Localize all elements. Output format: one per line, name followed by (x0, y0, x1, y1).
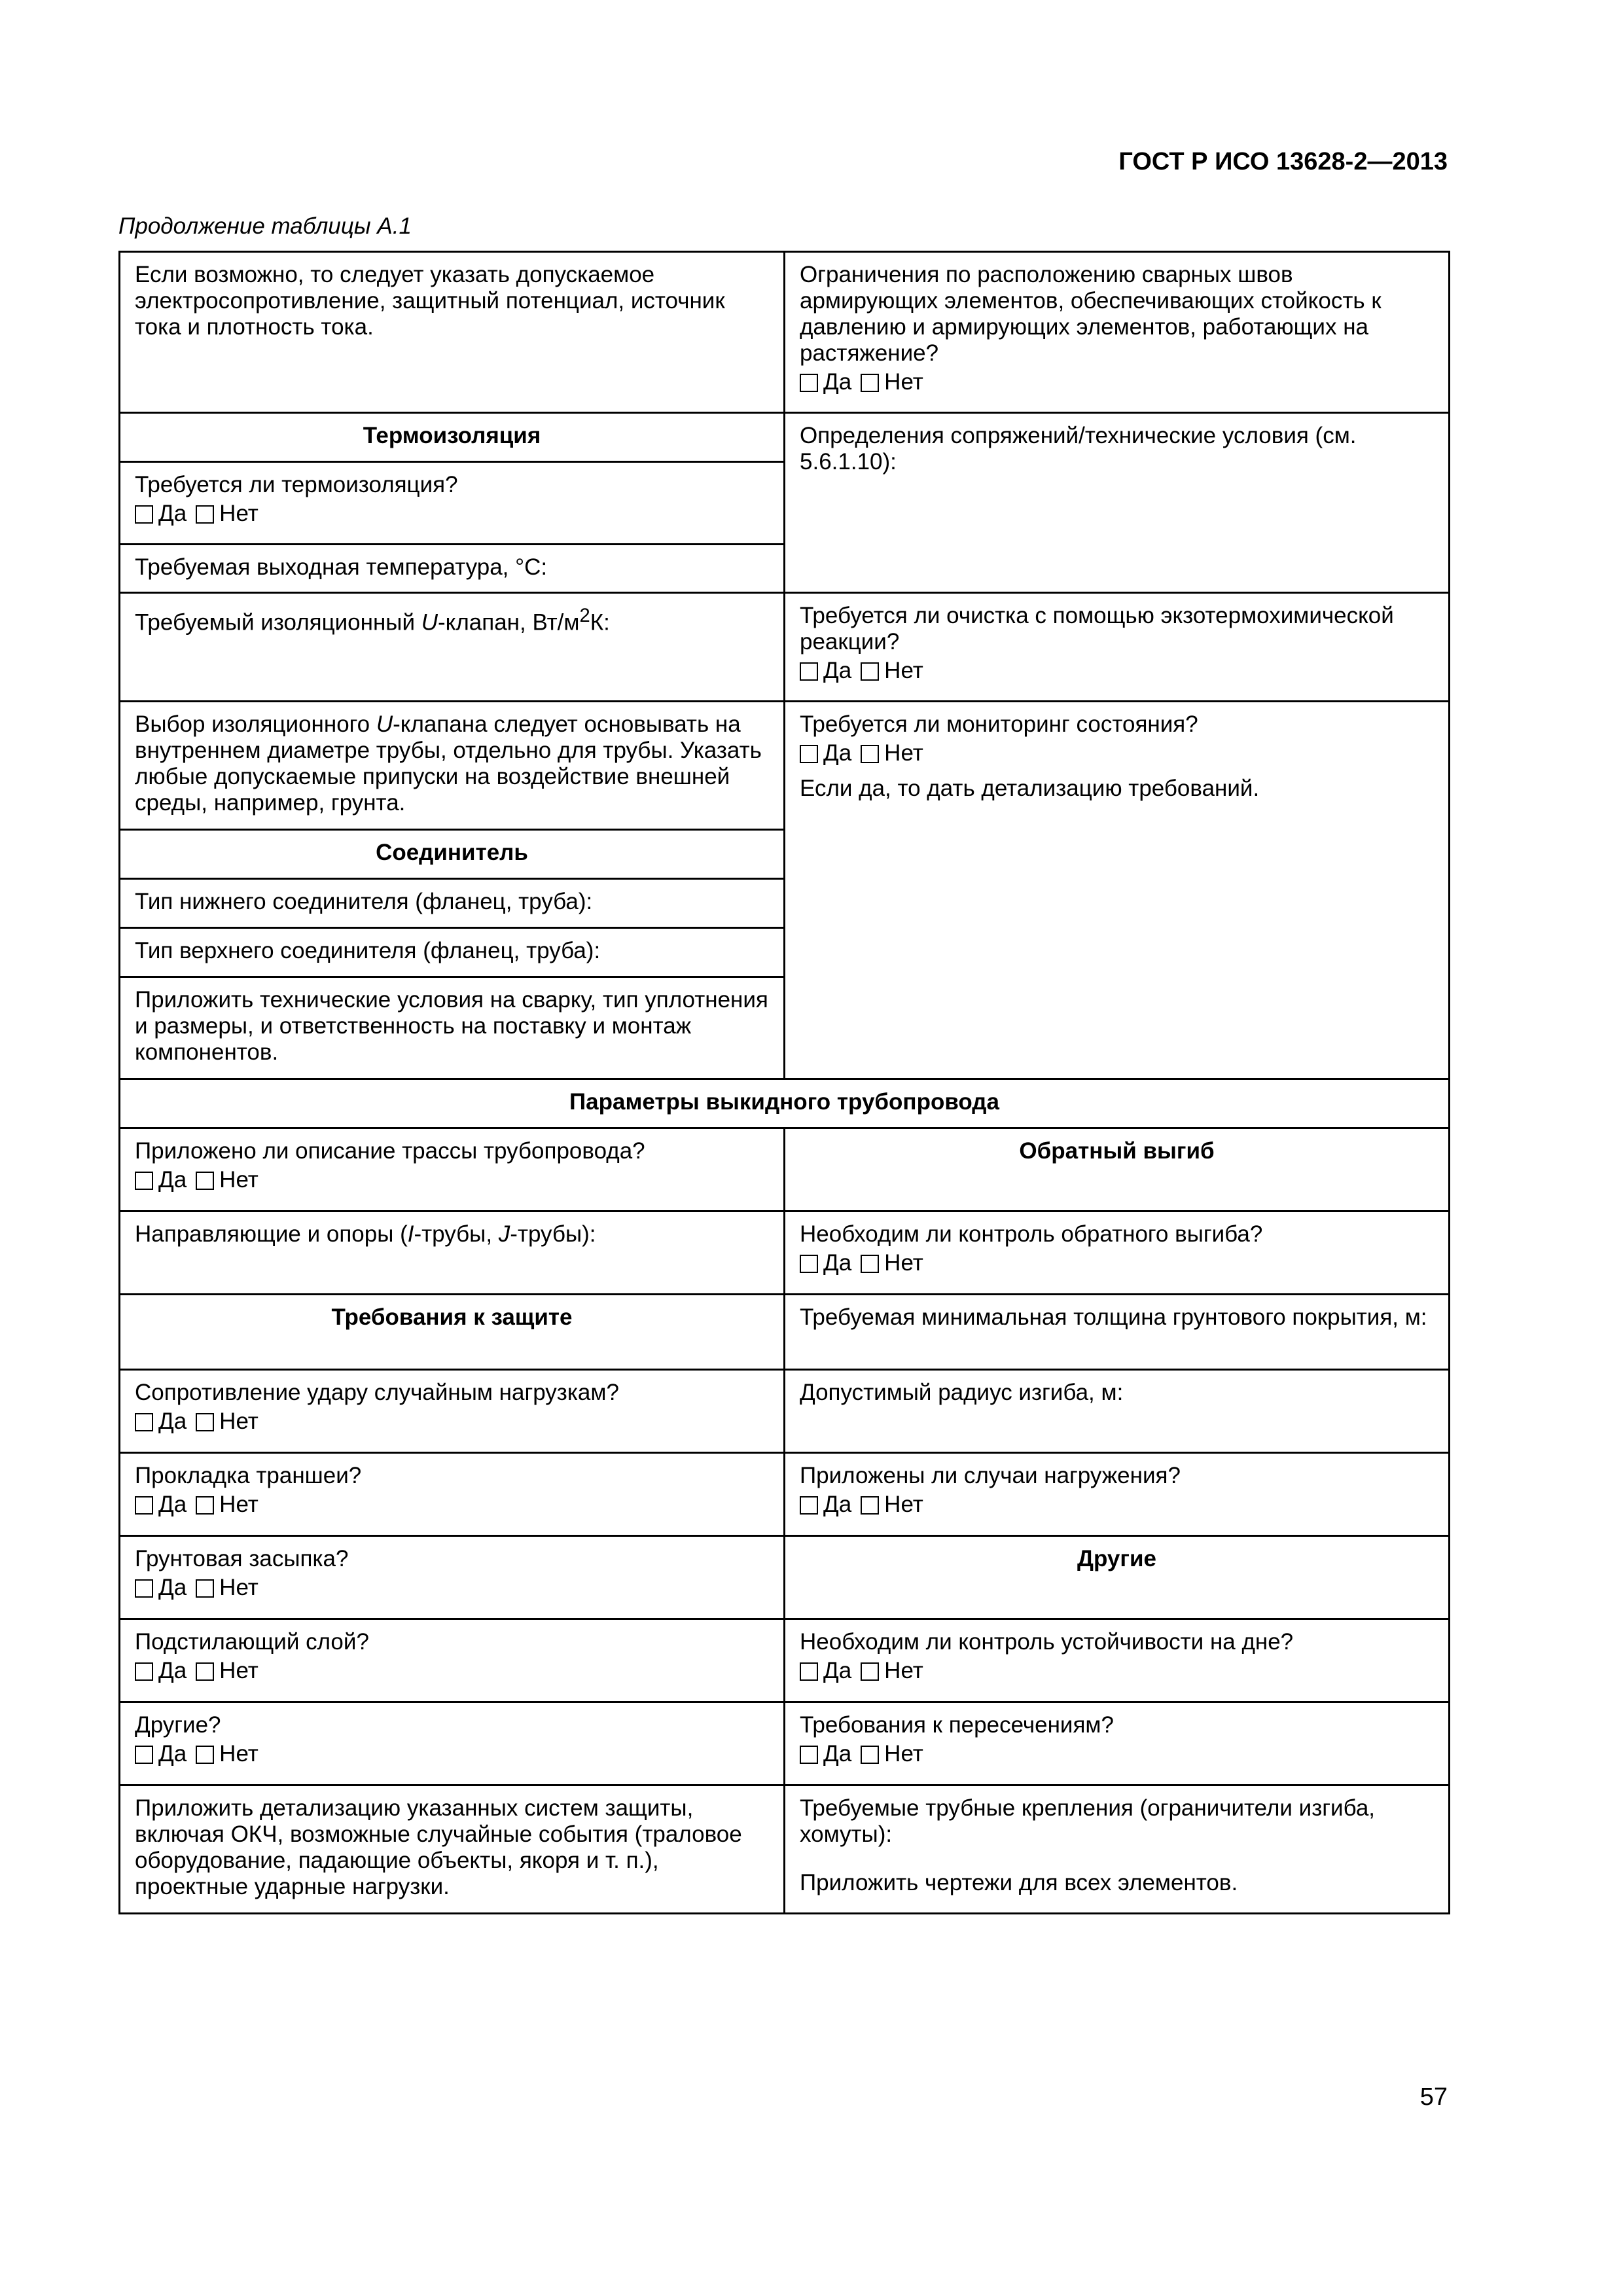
thermo-required-options (135, 501, 769, 527)
weld-limits-cell (785, 252, 1450, 413)
no-checkbox[interactable] (861, 1746, 879, 1764)
table-caption: Продолжение таблицы А.1 (118, 213, 412, 239)
no-checkbox[interactable] (196, 1746, 214, 1764)
no-checkbox[interactable] (861, 745, 879, 763)
yes-checkbox[interactable] (800, 1662, 818, 1681)
yes-label: Да (823, 1250, 852, 1276)
yes-checkbox[interactable] (135, 1579, 153, 1598)
guides-supports-text: Направляющие и опоры (I-трубы, J-трубы): (135, 1221, 596, 1247)
no-label: Нет (219, 1741, 259, 1767)
load-cases-options (800, 1492, 1434, 1518)
protection-requirements-heading: Требования к защите (120, 1295, 785, 1370)
no-label: Нет (219, 1408, 259, 1434)
on-bottom-stability-text: Необходим ли контроль устойчивости на дне? (800, 1629, 1294, 1655)
no-checkbox[interactable] (196, 1579, 214, 1598)
no-label: Нет (219, 1575, 259, 1600)
other-question-text: Другие? (135, 1712, 221, 1738)
yes-checkbox[interactable] (135, 1662, 153, 1681)
no-label: Нет (884, 1658, 923, 1683)
document-code: ГОСТ Р ИСО 13628-2—2013 (1118, 148, 1448, 175)
yes-checkbox[interactable] (135, 1413, 153, 1431)
no-checkbox[interactable] (861, 374, 879, 392)
load-cases-cell (785, 1453, 1450, 1536)
no-label: Нет (884, 369, 923, 395)
protection-detail-text: Приложить детализацию указанных систем защиты, включая ОКЧ, возможные случайные события (траловое оборудование, падающие объекты, якоря и т. п.), проектные ударные нагрузки. (135, 1795, 742, 1899)
no-label: Нет (884, 1492, 923, 1517)
route-description-cell (120, 1128, 785, 1211)
weld-limits-text: Ограничения по расположению сварных швов армирующих элементов, обеспечивающих стойкость к давлению и армирующих элементов, работающих на растяжение? (800, 262, 1382, 366)
yes-label: Да (158, 1658, 187, 1683)
route-description-text: Приложено ли описание трассы трубопровода? (135, 1138, 645, 1164)
no-label: Нет (884, 658, 923, 683)
upheaval-control-text: Необходим ли контроль обратного выгиба? (800, 1221, 1263, 1247)
no-checkbox[interactable] (861, 662, 879, 681)
monitoring-detail-text: Если да, то дать детализацию требований. (800, 776, 1260, 801)
u-value-text: Требуемый изоляционный U-клапан, $Вт/м^2К$: (135, 605, 610, 636)
yes-label: Да (158, 1575, 187, 1600)
exotherm-cleaning-text: Требуется ли очистка с помощью экзотермохимической реакции? (800, 603, 1394, 655)
upheaval-control-cell (785, 1211, 1450, 1295)
no-label: Нет (219, 1167, 259, 1193)
yes-checkbox[interactable] (800, 1746, 818, 1764)
trenching-text: Прокладка траншеи? (135, 1463, 362, 1488)
yes-checkbox[interactable] (800, 745, 818, 763)
welding-specs-text: Приложить технические условия на сварку, тип уплотнения и размеры, и ответственность на поставку и монтаж компонентов. (135, 987, 768, 1065)
min-cover-text: Требуемая минимальная толщина грунтового покрытия, м: (800, 1304, 1427, 1330)
no-label: Нет (884, 1741, 923, 1767)
yes-checkbox[interactable] (800, 374, 818, 392)
yes-label: Да (823, 658, 852, 683)
upheaval-control-options (800, 1250, 1434, 1276)
yes-label: Да (823, 1492, 852, 1517)
guides-supports-cell (120, 1211, 785, 1295)
impact-resistance-text: Сопротивление удару случайным нагрузкам? (135, 1380, 619, 1405)
upheaval-buckling-heading: Обратный выгиб (785, 1128, 1450, 1211)
welding-specs-cell (120, 977, 785, 1079)
no-checkbox[interactable] (196, 1662, 214, 1681)
drawings-text: Приложить чертежи для всех элементов. (800, 1870, 1238, 1895)
no-label: Нет (219, 1492, 259, 1517)
no-label: Нет (219, 1658, 259, 1683)
no-label: Нет (884, 740, 923, 766)
on-bottom-stability-cell (785, 1619, 1450, 1702)
outlet-temperature-text: Требуемая выходная температура, °С: (135, 554, 548, 580)
crossings-cell (785, 1702, 1450, 1785)
yes-checkbox[interactable] (135, 505, 153, 524)
route-description-options (135, 1167, 769, 1193)
bedding-layer-cell (120, 1619, 785, 1702)
bend-radius-text: Допустимый радиус изгиба, м: (800, 1380, 1124, 1405)
monitoring-options (800, 740, 1434, 766)
backfill-cell (120, 1536, 785, 1619)
crossings-text: Требования к пересечениям? (800, 1712, 1114, 1738)
yes-checkbox[interactable] (800, 662, 818, 681)
thermo-insulation-heading: Термоизоляция (120, 413, 785, 462)
outlet-temperature-cell (120, 545, 785, 593)
other-question-options (135, 1741, 769, 1767)
no-checkbox[interactable] (861, 1662, 879, 1681)
yes-label: Да (158, 1492, 187, 1517)
yes-checkbox[interactable] (135, 1746, 153, 1764)
thermo-required-text: Требуется ли термоизоляция? (135, 472, 458, 497)
on-bottom-stability-options (800, 1658, 1434, 1684)
yes-checkbox[interactable] (800, 1255, 818, 1273)
yes-label: Да (158, 1741, 187, 1767)
yes-label: Да (158, 501, 187, 526)
yes-label: Да (823, 1658, 852, 1683)
upper-connector-cell (120, 928, 785, 977)
bend-radius-cell (785, 1370, 1450, 1453)
yes-checkbox[interactable] (135, 1172, 153, 1190)
upper-connector-text: Тип верхнего соединителя (фланец, труба): (135, 938, 601, 963)
resistance-info-text: Если возможно, то следует указать допускаемое электросопротивление, защитный потенциал, источник тока и плотность тока. (135, 262, 725, 340)
no-checkbox[interactable] (196, 505, 214, 524)
thermo-required-cell (120, 462, 785, 545)
yes-label: Да (823, 369, 852, 395)
monitoring-text: Требуется ли мониторинг состояния? (800, 711, 1198, 737)
yes-label: Да (158, 1408, 187, 1434)
no-checkbox[interactable] (861, 1255, 879, 1273)
impact-resistance-options (135, 1408, 769, 1435)
yes-checkbox[interactable] (135, 1496, 153, 1515)
pipe-fittings-text: Требуемые трубные крепления (ограничители изгиба, хомуты): (800, 1795, 1376, 1847)
requirements-table (118, 251, 1450, 1914)
crossings-options (800, 1741, 1434, 1767)
yes-label: Да (823, 740, 852, 766)
no-label: Нет (219, 501, 259, 526)
backfill-text: Грунтовая засыпка? (135, 1546, 349, 1571)
weld-limits-options (800, 369, 1434, 395)
no-label: Нет (884, 1250, 923, 1276)
lower-connector-text: Тип нижнего соединителя (фланец, труба): (135, 889, 593, 914)
other-question-cell (120, 1702, 785, 1785)
trenching-cell (120, 1453, 785, 1536)
yes-label: Да (158, 1167, 187, 1193)
bedding-layer-text: Подстилающий слой? (135, 1629, 369, 1655)
lower-connector-cell (120, 879, 785, 928)
u-value-choice-text: Выбор изоляционного U-клапана следует основывать на внутреннем диаметре трубы, отдельно для трубы. Указать любые допускаемые припуски на воздействие внешней среды, например, грунта. (135, 711, 762, 816)
no-checkbox[interactable] (196, 1172, 214, 1190)
page-number: 57 (1419, 2083, 1448, 2111)
u-value-cell (120, 593, 785, 702)
no-checkbox[interactable] (196, 1496, 214, 1515)
load-cases-text: Приложены ли случаи нагружения? (800, 1463, 1181, 1488)
resistance-info-cell (120, 252, 785, 413)
bedding-layer-options (135, 1658, 769, 1684)
trenching-options (135, 1492, 769, 1518)
interface-definitions-text: Определения сопряжений/технические условия (см. 5.6.1.10): (800, 423, 1357, 475)
pipe-fittings-cell (785, 1785, 1450, 1914)
interface-definitions-cell (785, 413, 1450, 593)
yes-label: Да (823, 1741, 852, 1767)
monitoring-cell (785, 702, 1450, 1079)
exotherm-cleaning-cell (785, 593, 1450, 702)
min-cover-cell (785, 1295, 1450, 1370)
connector-heading: Соединитель (120, 830, 785, 879)
impact-resistance-cell (120, 1370, 785, 1453)
exotherm-cleaning-options (800, 658, 1434, 684)
no-checkbox[interactable] (861, 1496, 879, 1515)
backfill-options (135, 1575, 769, 1601)
u-value-choice-cell (120, 702, 785, 830)
yes-checkbox[interactable] (800, 1496, 818, 1515)
other-heading: Другие (785, 1536, 1450, 1619)
no-checkbox[interactable] (196, 1413, 214, 1431)
protection-detail-cell (120, 1785, 785, 1914)
flowline-parameters-heading: Параметры выкидного трубопровода (120, 1079, 1450, 1128)
